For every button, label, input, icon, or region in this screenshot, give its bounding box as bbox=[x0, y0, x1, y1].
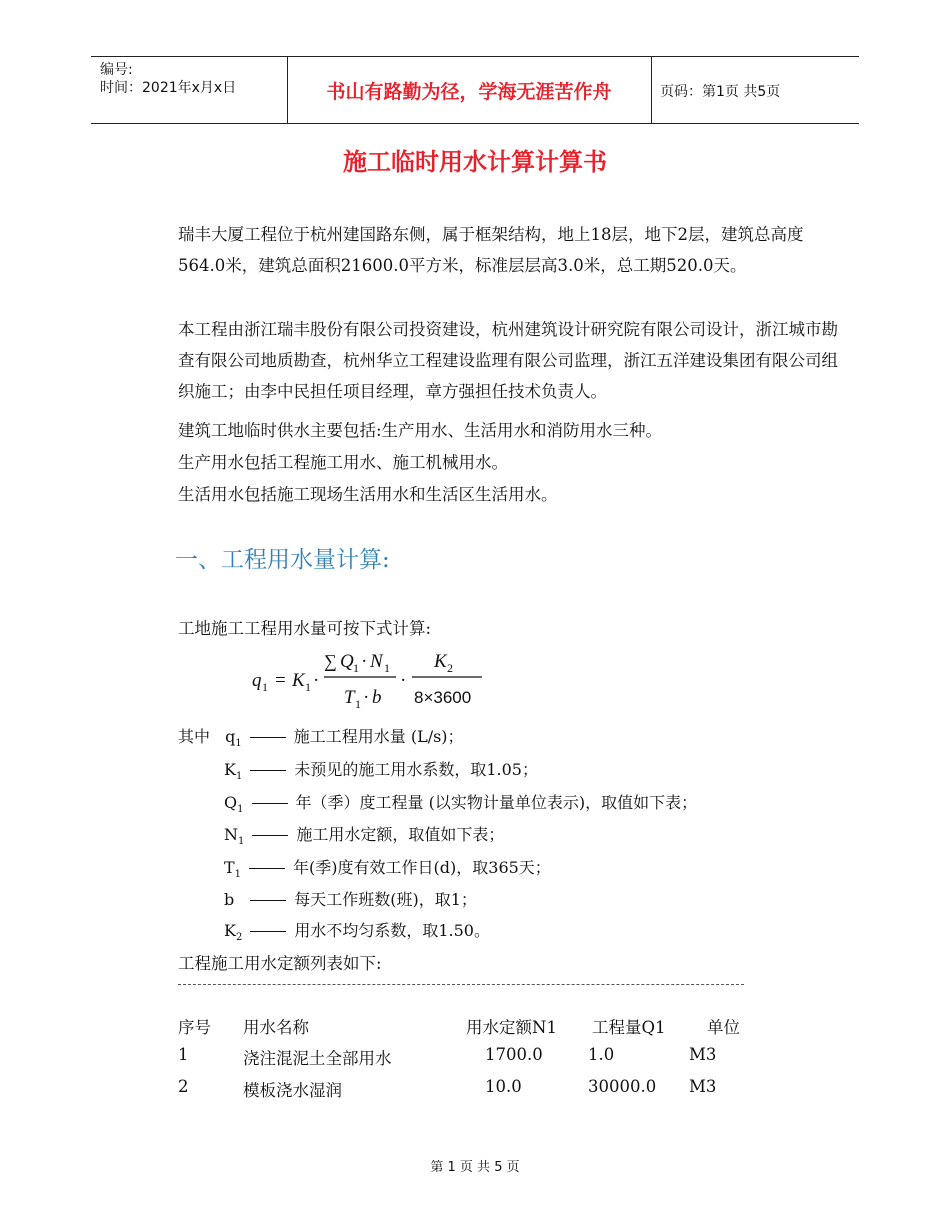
def-symbol: T bbox=[224, 858, 235, 877]
serial-label: 编号: bbox=[100, 62, 133, 78]
definition-row bbox=[224, 918, 490, 943]
def-text: 施工用水定额，取值如下表； bbox=[296, 825, 505, 844]
dashed-divider bbox=[178, 984, 744, 985]
definition-row bbox=[224, 790, 697, 815]
def-text: 施工工程用水量 (L/s)； bbox=[293, 727, 464, 746]
definition-row bbox=[224, 887, 477, 910]
def-subscript: 1 bbox=[235, 738, 242, 750]
def-text: 每天工作班数(班)，取1； bbox=[294, 890, 477, 909]
table-lead: 工程施工用水定额列表如下: bbox=[178, 954, 382, 973]
page-header bbox=[91, 56, 859, 124]
intro-text: 瑞丰大厦工程位于杭州建国路东侧，属于框架结构，地上18层，地下2层，建筑总高度564.0米，建筑总面积21600.0平方米，标准层层高3.0米，总工期520.0天。 bbox=[178, 225, 804, 275]
formula-k1: K bbox=[292, 670, 305, 691]
header-motto: 书山有路勤为径，学海无涯苦作舟 bbox=[326, 80, 612, 103]
where-label: 其中 bbox=[178, 727, 211, 746]
formula-lhs-sub: 1 bbox=[262, 680, 268, 694]
def-symbol: b bbox=[224, 890, 235, 909]
intro-paragraph-4: 生产用水包括工程施工用水、施工机械用水。 bbox=[178, 453, 508, 472]
table-header-cell: 单位 bbox=[707, 1018, 740, 1037]
def-text: 年(季)度有效工作日(d)，取365天； bbox=[293, 858, 551, 877]
def-subscript: 2 bbox=[235, 932, 243, 944]
table-cell: 1 bbox=[178, 1045, 189, 1064]
header-page-info: 页码：第1页 共5页 bbox=[660, 84, 781, 100]
def-text: 用水不均匀系数，取1.50。 bbox=[294, 921, 490, 940]
header-meta bbox=[100, 61, 236, 97]
formula-lhs: q bbox=[252, 670, 262, 691]
definition-row bbox=[178, 724, 464, 749]
formula-q-sub: 1 bbox=[353, 661, 359, 675]
table-cell: M3 bbox=[689, 1045, 717, 1064]
table-header-cell: 用水定额N1 bbox=[466, 1018, 557, 1037]
formula-k2-sub: 2 bbox=[447, 661, 453, 675]
def-symbol: K bbox=[224, 760, 236, 779]
table-cell: 1.0 bbox=[588, 1045, 615, 1064]
water-formula bbox=[250, 646, 510, 712]
intro-paragraph-3: 建筑工地临时供水主要包括:生产用水、生活用水和消防用水三种。 bbox=[178, 421, 663, 440]
definition-row bbox=[224, 757, 538, 782]
formula-dot: · bbox=[400, 670, 407, 691]
formula-q: Q bbox=[340, 651, 354, 672]
table-header-cell: 序号 bbox=[178, 1018, 211, 1037]
page-footer: 第 1 页 共 5 页 bbox=[430, 1160, 520, 1175]
dash-separator bbox=[250, 931, 286, 932]
formula-b: b bbox=[372, 687, 382, 708]
table-cell: 2 bbox=[178, 1077, 189, 1096]
table-cell: 10.0 bbox=[485, 1077, 522, 1096]
formula-dot: · bbox=[313, 670, 320, 691]
formula-dot: · bbox=[361, 651, 368, 672]
formula-k2: K bbox=[434, 651, 447, 672]
def-subscript: 1 bbox=[234, 869, 242, 881]
formula-denominator: 8×3600 bbox=[414, 688, 472, 707]
time-label: 时间：2021年x月x日 bbox=[100, 80, 237, 96]
header-divider bbox=[651, 57, 652, 123]
document-title: 施工临时用水计算计算书 bbox=[343, 148, 607, 176]
def-text: 年（季）度工程量 (以实物计量单位表示)，取值如下表； bbox=[295, 793, 698, 812]
dash-separator bbox=[250, 737, 286, 738]
intro-text: 本工程由浙江瑞丰股份有限公司投资建设，杭州建筑设计研究院有限公司设计，浙江城市勘查有限公司地质勘查，杭州华立工程建设监理有限公司监理，浙江五洋建设集团有限公司组织施工；由李中民担任项目经理，章方强担任技术负责人。 bbox=[178, 320, 838, 401]
formula-equals: = bbox=[275, 670, 286, 691]
formula-n: N bbox=[370, 651, 383, 672]
def-text: 未预见的施工用水系数，取1.05； bbox=[294, 760, 538, 779]
table-header-cell: 用水名称 bbox=[243, 1018, 309, 1037]
def-symbol: N bbox=[224, 825, 238, 844]
formula-t-sub: 1 bbox=[355, 697, 361, 711]
intro-paragraph-1 bbox=[140, 219, 840, 281]
formula-dot: · bbox=[363, 687, 370, 708]
dash-separator bbox=[250, 900, 286, 901]
table-cell: 浇注混泥土全部用水 bbox=[243, 1049, 392, 1068]
def-subscript: 1 bbox=[238, 836, 245, 848]
def-subscript: 1 bbox=[237, 804, 244, 816]
dash-separator bbox=[252, 803, 288, 804]
formula-k1-sub: 1 bbox=[305, 680, 311, 694]
table-header-cell: 工程量Q1 bbox=[592, 1018, 666, 1037]
table-cell: 30000.0 bbox=[588, 1077, 657, 1096]
definition-row bbox=[224, 822, 504, 847]
formula-t: T bbox=[344, 687, 355, 708]
formula-sum: ∑ bbox=[324, 651, 337, 671]
dash-separator bbox=[249, 868, 285, 869]
dash-separator bbox=[250, 770, 286, 771]
intro-paragraph-5: 生活用水包括施工现场生活用水和生活区生活用水。 bbox=[178, 485, 558, 504]
table-cell: M3 bbox=[689, 1077, 717, 1096]
def-symbol: q bbox=[225, 727, 236, 746]
table-cell: 1700.0 bbox=[485, 1045, 543, 1064]
formula-n-sub: 1 bbox=[384, 661, 390, 675]
section-heading: 一、工程用水量计算: bbox=[175, 547, 390, 573]
dash-separator bbox=[252, 835, 288, 836]
definition-row bbox=[224, 855, 551, 880]
table-cell: 模板浇水湿润 bbox=[243, 1081, 342, 1100]
intro-paragraph-2 bbox=[140, 314, 840, 407]
formula-lead: 工地施工工程用水量可按下式计算: bbox=[178, 619, 432, 638]
def-symbol: Q bbox=[224, 793, 238, 812]
def-subscript: 1 bbox=[235, 771, 243, 783]
def-symbol: K bbox=[224, 921, 236, 940]
